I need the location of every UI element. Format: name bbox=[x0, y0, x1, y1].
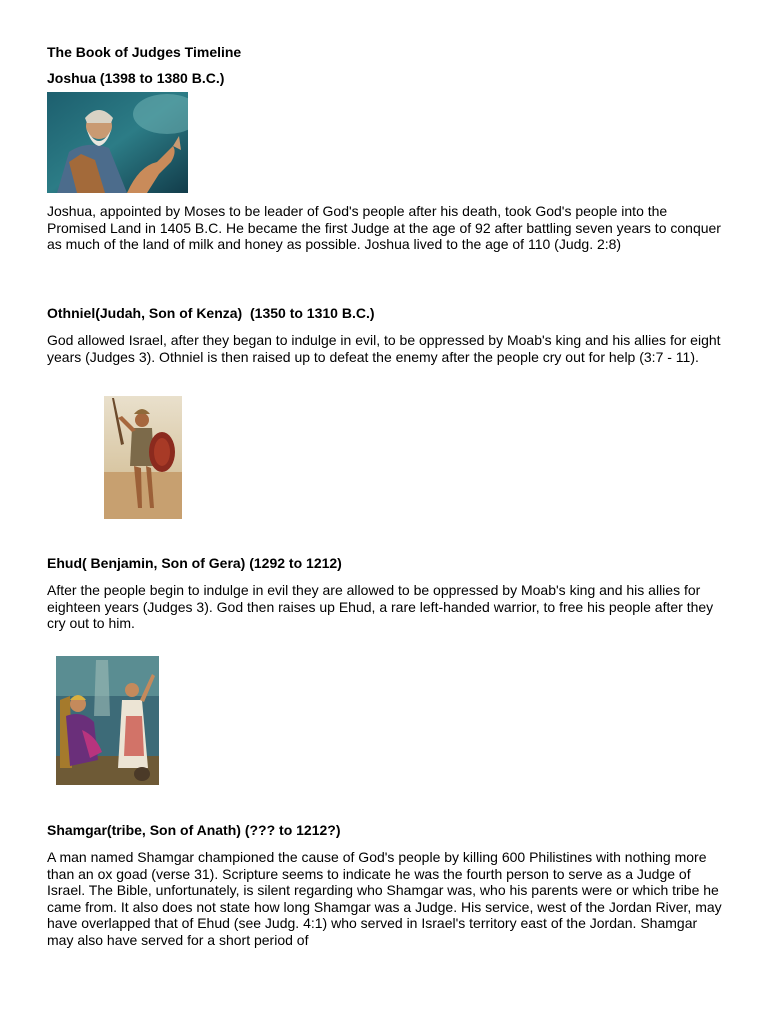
ehud-illustration bbox=[56, 656, 159, 785]
section-heading-ehud: Ehud( Benjamin, Son of Gera) (1292 to 1212) bbox=[47, 555, 342, 571]
othniel-illustration bbox=[104, 396, 182, 519]
section-body-ehud: After the people begin to indulge in evil they are allowed to be oppressed by Moab's king and his allies for eighteen years (Judges 3). God then raises up Ehud, a rare left-handed warrior, to free his people after they cry out to him. bbox=[47, 582, 714, 631]
section-body-joshua: Joshua, appointed by Moses to be leader of God's people after his death, took God's people into the Promised Land in 1405 B.C. He became the first Judge at the age of 92 after battling seven years to conquer as much of the land of milk and honey as possible. Joshua lived to the age of 110 (Judg. 2:8) bbox=[47, 203, 721, 252]
joshua-illustration bbox=[47, 92, 188, 193]
section-body-shamgar: A man named Shamgar championed the cause of God's people by killing 600 Philistines with nothing more than an ox goad (verse 31). Scripture seems to indicate he was the fourth person to serve as a Judge of Israel. The Bible, unfortunately, is silent regarding who Shamgar was, who his parents were or which tribe he came from. It also does not state how long Shamgar was a Judge. His service, west of the Jordan River, may have overlapped that of Ehud (see Judg. 4:1) who served in Israel's territory east of the Jordan. Shamgar may also have served for a short period of bbox=[47, 849, 722, 948]
document-title: The Book of Judges Timeline bbox=[47, 44, 242, 60]
section-heading-joshua: Joshua (1398 to 1380 B.C.) bbox=[47, 70, 225, 86]
section-body-othniel: God allowed Israel, after they began to indulge in evil, to be oppressed by Moab's king and his allies for eight years (Judges 3). Othniel is then raised up to defeat the enemy after the people cry out for help (3:7 - 11). bbox=[47, 332, 721, 365]
section-heading-shamgar: Shamgar(tribe, Son of Anath) (??? to 1212?) bbox=[47, 822, 341, 838]
section-heading-othniel: Othniel(Judah, Son of Kenza) (1350 to 1310 B.C.) bbox=[47, 305, 375, 321]
